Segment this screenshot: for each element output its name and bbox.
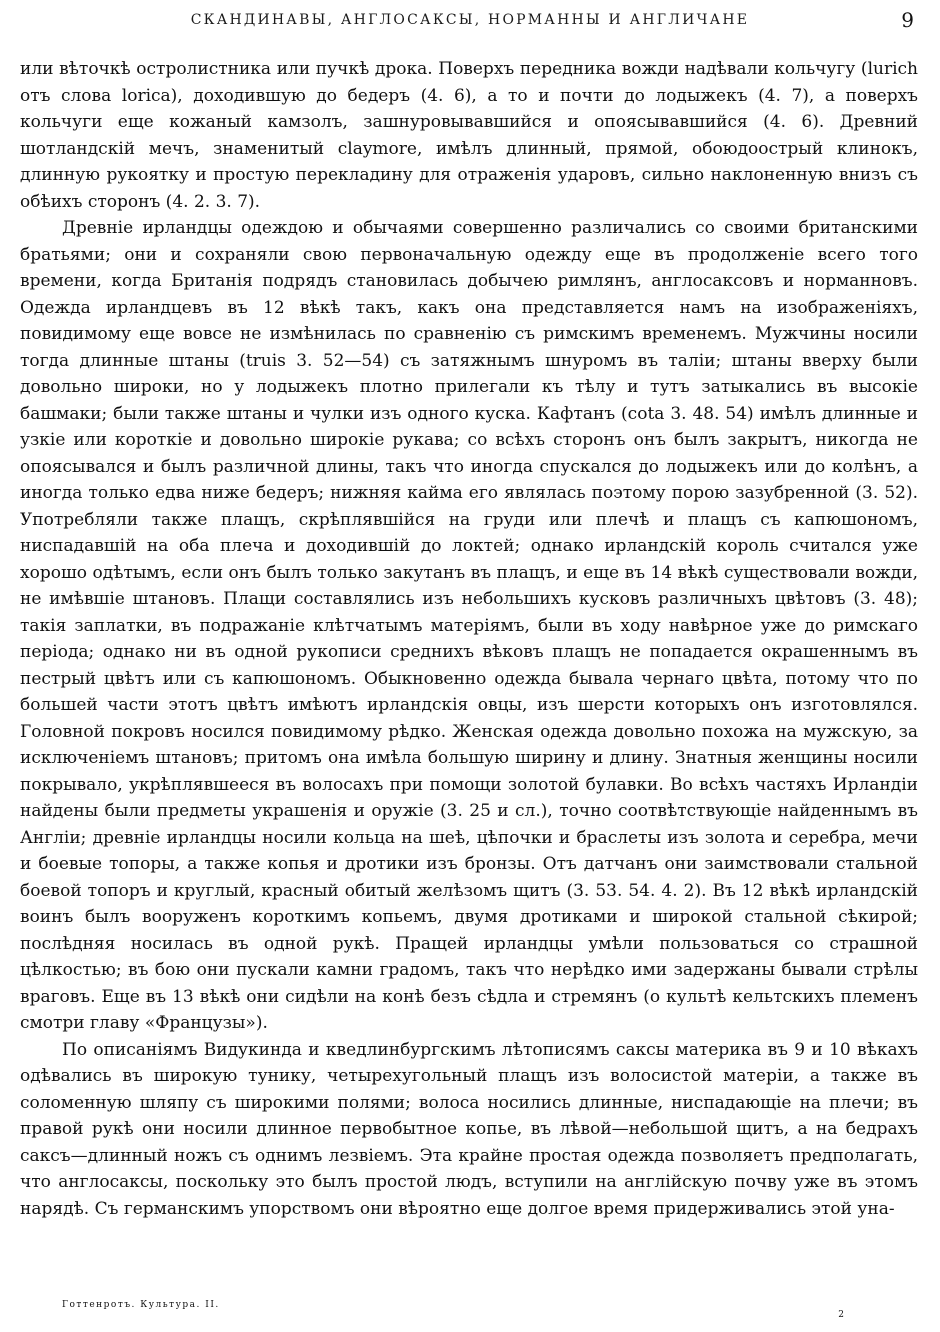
printer-signature: Готтенротъ. Культура. II. [62, 1300, 220, 1310]
paragraph-1: или вѣточкѣ остролистника или пучкѣ дрока. Поверхъ передника вожди надѣвали кольчугу (lurich отъ слова lorica), доходившую до бедеръ (4. 6), а то и почти до лодыжекъ (4. 7), а поверхъ кольчуги еще кожаный камзолъ, зашнуровывавшийся и опоясывавшийся (4. 6). Древний шотландскій мечъ, знаменитый claymore, имѣлъ длинный, прямой, обоюдоострый клинокъ, длинную рукоятку и простую перекладину для отраженія ударовъ, сильно наклоненную внизъ съ обѣихъ сторонъ (4. 2. 3. 7). [20, 59, 918, 212]
page-number: 9 [901, 8, 914, 32]
paragraph-3: По описаніямъ Видукинда и кведлинбургскимъ лѣтописямъ саксы материка въ 9 и 10 вѣкахъ одѣвались въ широкую тунику, четырехугольный плащъ изъ волосистой матеріи, а также въ соломенную шляпу съ широкими полями; волоса носились длинные, ниспадающіе на плечи; въ правой рукѣ они носили длинное первобытное копье, въ лѣвой—небольшой щитъ, а на бедрахъ саксъ—длинный ножъ съ однимъ лезвіемъ. Эта крайне простая одежда позволяетъ предполагать, что англосаксы, поскольку это былъ простой людъ, вступили на англійскую почву уже въ этомъ нарядѣ. Съ германскимъ упорствомъ они вѣроятно еще долгое время придерживались этой уна- [20, 1039, 918, 1219]
body-text [20, 56, 918, 1222]
page-header [22, 8, 918, 34]
paragraph-2: Древніе ирландцы одеждою и обычаями совершенно различались со своими британскими братьями; они и сохраняли свою первоначальную одежду еще въ продолженіе всего того времени, когда Британія подрядъ становилась добычею римлянъ, англосаксовъ и норманновъ. Одежда ирландцевъ въ 12 вѣкѣ такъ, какъ она представляется намъ на изображеніяхъ, повидимому еще вовсе не измѣнилась по сравненію съ римскимъ временемъ. Мужчины носили тогда длинные штаны (truis 3. 52—54) съ затяжнымъ шнуромъ въ таліи; штаны вверху были довольно широки, но у лодыжекъ плотно прилегали къ тѣлу и тутъ затыкались въ высокіе башмаки; были также штаны и чулки изъ одного куска. Кафтанъ (cota 3. 48. 54) имѣлъ длинные и узкіе или короткіе и довольно широкіе рукава; со всѣхъ сторонъ онъ былъ закрытъ, никогда не опоясывался и былъ различной длины, такъ что иногда спускался до лодыжекъ или до колѣнъ, а иногда только едва ниже бедеръ; нижняя кайма его являлась поэтому порою зазубренной (3. 52). Употребляли также плащъ, скрѣплявшійся на груди или плечѣ и плащъ съ капюшономъ, ниспадавшій на оба плеча и доходившій до локтей; однако ирландскій король считался уже хорошо одѣтымъ, если онъ былъ только закутанъ въ плащъ, и еще въ 14 вѣкѣ существовали вожди, не имѣвшіе штановъ. Плащи составлялись изъ небольшихъ кусковъ различныхъ цвѣтовъ (3. 48); такія заплатки, въ подражаніе клѣтчатымъ матеріямъ, были въ ходу навѣрное уже до римскаго періода; однако ни въ одной рукописи среднихъ вѣковъ плащъ не попадается окрашеннымъ въ пестрый цвѣтъ или съ капюшономъ. Обыкновенно одежда бывала чернаго цвѣта, потому что по большей части этотъ цвѣтъ имѣютъ ирландскія овцы, изъ шерсти которыхъ онъ изготовлялся. Головной покровъ носился повидимому рѣдко. Женская одежда довольно похожа на мужскую, за исключеніемъ штановъ; притомъ она имѣла большую ширину и длину. Знатныя женщины носили покрывало, укрѣплявшееся въ волосахъ при помощи золотой булавки. Во всѣхъ частяхъ Ирландіи найдены были предметы украшенія и оружіе (3. 25 и сл.), точно соотвѣтствующіе найденнымъ въ Англіи; древніе ирландцы носили кольца на шеѣ, цѣпочки и браслеты изъ золота и серебра, мечи и боевые топоры, а также копья и дротики изъ бронзы. Отъ датчанъ они заимствовали стальной боевой топоръ и круглый, красный обитый желѣзомъ щитъ (3. 53. 54. 4. 2). Въ 12 вѣкѣ ирландскій воинъ былъ вооруженъ короткимъ копьемъ, двумя дротиками и широкой стальной сѣкирой; послѣдняя носилась въ одной рукѣ. Пращей ирландцы умѣли пользоваться со страшной цѣлкостью; въ бою они пускали камни градомъ, такъ что нерѣдко ими задержаны бывали стрѣлы враговъ. Еще въ 13 вѣкѣ они сидѣли на конѣ безъ сѣдла и стремянъ (о культѣ кельтскихъ племенъ смотри главу «Французы»). [20, 218, 918, 1033]
sheet-signature: 2 [838, 1310, 844, 1320]
running-title: СКАНДИНАВЫ, АНГЛОСАКСЫ, НОРМАННЫ И АНГЛИЧАНЕ [190, 12, 750, 28]
